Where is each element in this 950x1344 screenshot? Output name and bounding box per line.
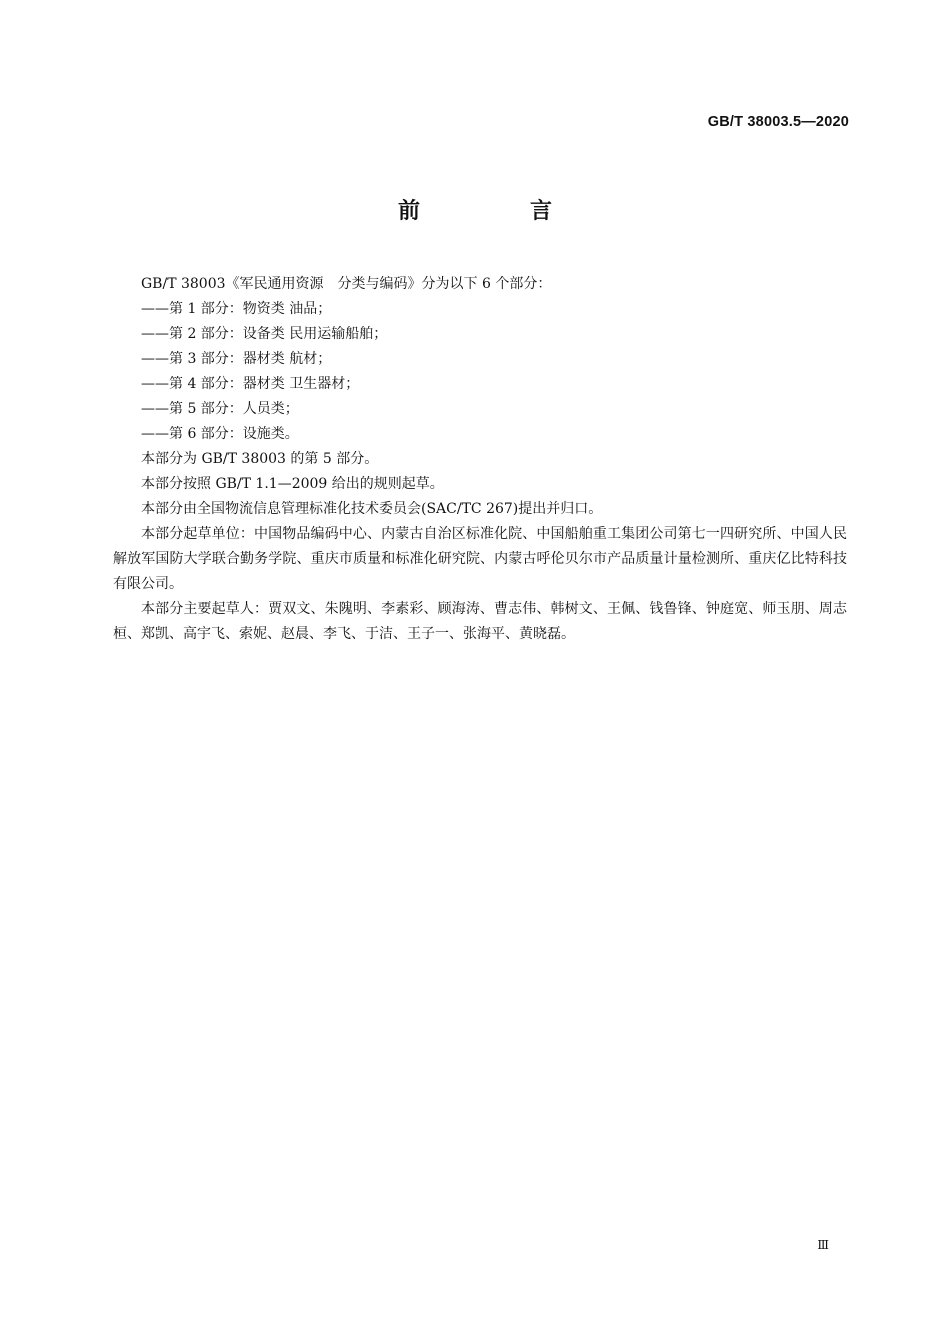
list-item-part-6: ——第 6 部分：设施类。: [141, 426, 299, 442]
list-item-part-2: ——第 2 部分：设备类 民用运输船舶；: [141, 326, 388, 342]
paragraph-drafting-units: 本部分起草单位：中国物品编码中心、内蒙古自治区标准化院、中国船舶重工集团公司第七一四研究所、中国人民解放军国防大学联合勤务学院、重庆市质量和标准化研究院、内蒙古呼伦贝尔市产品质量计量检测所、重庆亿比特科技有限公司。: [113, 526, 847, 592]
list-item-part-5: ——第 5 部分：人员类；: [141, 401, 299, 417]
page-number: Ⅲ: [817, 1238, 829, 1252]
list-item-part-3: ——第 3 部分：器材类 航材；: [141, 351, 332, 367]
list-item-part-4: ——第 4 部分：器材类 卫生器材；: [141, 376, 360, 392]
paragraph-drafters: 本部分主要起草人：贾双文、朱隗明、李素彩、顾海涛、曹志伟、韩树文、王佩、钱鲁锋、钟庭宽、师玉朋、周志桓、郑凯、高宇飞、索妮、赵晨、李飞、于洁、王子一、张海平、黄晓磊。: [113, 601, 847, 642]
page-title: 前 言: [397, 199, 596, 224]
paragraph-proposer: 本部分由全国物流信息管理标准化技术委员会(SAC/TC 267)提出并归口。: [141, 501, 603, 517]
paragraph-drafting-rules: 本部分按照 GB/T 1.1—2009 给出的规则起草。: [141, 476, 444, 492]
foreword-body: [113, 272, 847, 647]
paragraph-series-intro: GB/T 38003《军民通用资源 分类与编码》分为以下 6 个部分：: [141, 276, 552, 292]
paragraph-this-part: 本部分为 GB/T 38003 的第 5 部分。: [141, 451, 379, 467]
list-item-part-1: ——第 1 部分：物资类 油品；: [141, 301, 332, 317]
standard-code-header: GB/T 38003.5—2020: [707, 114, 849, 130]
